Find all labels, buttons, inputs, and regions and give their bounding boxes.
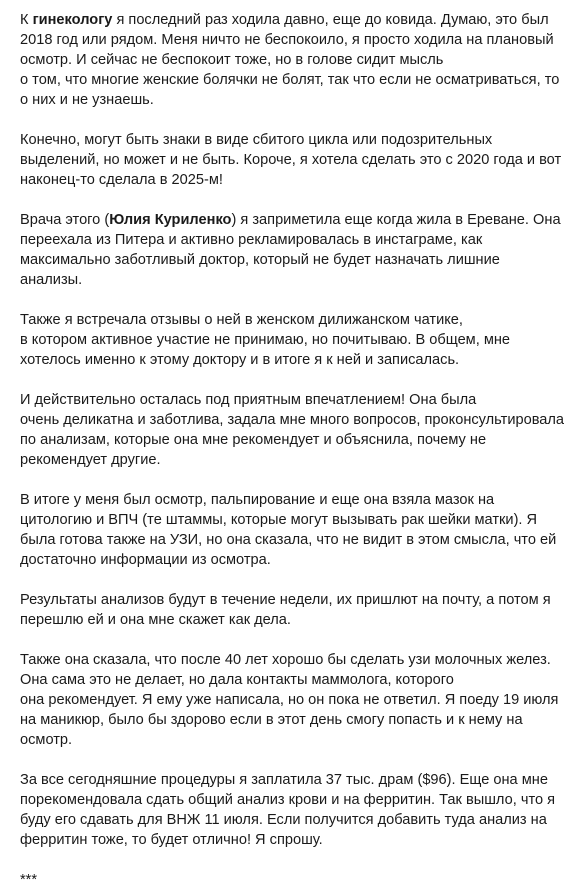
text-segment: рекомендует другие. (20, 452, 161, 468)
text-line (20, 810, 570, 830)
text-segment: 2018 год или рядом. Меня ничто не беспокоило, я просто ходила на плановый (20, 32, 554, 48)
text-segment: Также я встречала отзывы о ней в женском дилижанском чатике, (20, 312, 463, 328)
text-segment: ферритин тоже, то будет отлично! Я спрошу. (20, 832, 323, 848)
text-segment: В итоге у меня был осмотр, пальпирование и еще она взяла мазок на (20, 492, 495, 508)
text-segment: по анализам, которые она мне рекомендует и объяснила, почему не (20, 432, 487, 448)
post-paragraphs (20, 10, 570, 850)
text-segment: перешлю ей и она мне скажет как дела. (20, 612, 291, 628)
text-line (20, 410, 570, 430)
text-line (20, 150, 570, 170)
text-segment: За все сегодняшние процедуры я заплатила 37 тыс. драм ($96). Еще она мне (20, 772, 548, 788)
text-segment: я последний раз ходила давно, еще до ковида. Думаю, это был (112, 12, 549, 28)
text-segment: цитологию и ВПЧ (те штаммы, которые могут вызывать рак шейки матки). Я (20, 512, 538, 528)
text-line (20, 610, 570, 630)
bold-text: гинекологу (32, 12, 113, 28)
post-paragraph (20, 650, 570, 750)
post-paragraph (20, 770, 570, 850)
text-segment: была готова также на УЗИ, но она сказала, что не видит в этом смысла, что ей (20, 532, 557, 548)
post-paragraph (20, 10, 570, 110)
text-line (20, 450, 570, 470)
text-segment: очень деликатна и заботлива, задала мне много вопросов, проконсультировала (20, 412, 565, 428)
text-line (20, 730, 570, 750)
text-line (20, 70, 570, 90)
text-line (20, 170, 570, 190)
text-segment: в котором активное участие не принимаю, но почитываю. В общем, мне (20, 332, 511, 348)
text-segment: ) я заприметила еще когда жила в Ереване. Она (231, 212, 561, 228)
text-line (20, 90, 570, 110)
text-line (20, 790, 570, 810)
text-segment: переехала из Питера и активно рекламировалась в инстаграме, как (20, 232, 483, 248)
text-segment: выделений, но может и не быть. Короче, я хотела сделать это с 2020 года и вот (20, 152, 562, 168)
text-segment: К (20, 12, 33, 28)
post-paragraph (20, 130, 570, 190)
text-segment: хотелось именно к этому доктору и в итоге я к ней и записалась. (20, 352, 460, 368)
text-segment: порекомендовала сдать общий анализ крови и на ферритин. Так вышло, что я (20, 792, 556, 808)
text-segment: осмотр. И сейчас не беспокоит тоже, но в голове сидит мысль (20, 52, 444, 68)
text-segment: максимально заботливый доктор, который не будет назначать лишние (20, 252, 500, 268)
text-segment: И действительно осталась под приятным впечатлением! Она была (20, 392, 477, 408)
post-paragraph (20, 210, 570, 290)
text-line (20, 130, 570, 150)
text-segment: она рекомендует. Я ему уже написала, но он пока не ответил. Я поеду 19 июля (20, 692, 559, 708)
text-line (20, 310, 570, 330)
text-segment: Врача этого ( (20, 212, 110, 228)
text-line (20, 350, 570, 370)
text-line (20, 250, 570, 270)
text-line (20, 490, 570, 510)
text-line (20, 670, 570, 690)
text-line (20, 830, 570, 850)
text-line (20, 690, 570, 710)
text-segment: о них и не узнаешь. (20, 92, 154, 108)
text-segment: наконец-то сделала в 2025-м! (20, 172, 223, 188)
text-segment: буду его сдавать для ВНЖ 11 июля. Если получится добавить туда анализ на (20, 812, 547, 828)
text-segment: осмотр. (20, 732, 73, 748)
post-body (20, 10, 570, 890)
text-line (20, 710, 570, 730)
text-line (20, 330, 570, 350)
text-line (20, 770, 570, 790)
text-line (20, 510, 570, 530)
text-segment: на маникюр, было бы здорово если в этот день смогу попасть и к нему на (20, 712, 523, 728)
section-separator: *** (20, 872, 38, 888)
text-line (20, 530, 570, 550)
text-line (20, 650, 570, 670)
text-line (20, 270, 570, 290)
text-line (20, 390, 570, 410)
text-line (20, 210, 570, 230)
text-line (20, 430, 570, 450)
text-line (20, 10, 570, 30)
text-segment: Также она сказала, что после 40 лет хорошо бы сделать узи молочных желез. (20, 652, 551, 668)
text-line (20, 550, 570, 570)
text-segment: Результаты анализов будут в течение недели, их пришлют на почту, а потом я (20, 592, 551, 608)
post-paragraph (20, 590, 570, 630)
bold-text: Юлия Куриленко (109, 212, 232, 228)
text-segment: достаточно информации из осмотра. (20, 552, 271, 568)
post-paragraph (20, 310, 570, 370)
text-segment: анализы. (20, 272, 83, 288)
post-paragraph (20, 490, 570, 570)
text-segment: Она сама это не делает, но дала контакты маммолога, которого (20, 672, 454, 688)
text-segment: Конечно, могут быть знаки в виде сбитого цикла или подозрительных (20, 132, 493, 148)
text-segment: о том, что многие женские болячки не болят, так что если не осматриваться, то (20, 72, 560, 88)
text-line (20, 50, 570, 70)
text-line (20, 230, 570, 250)
text-line (20, 590, 570, 610)
text-line (20, 30, 570, 50)
post-paragraph (20, 390, 570, 470)
